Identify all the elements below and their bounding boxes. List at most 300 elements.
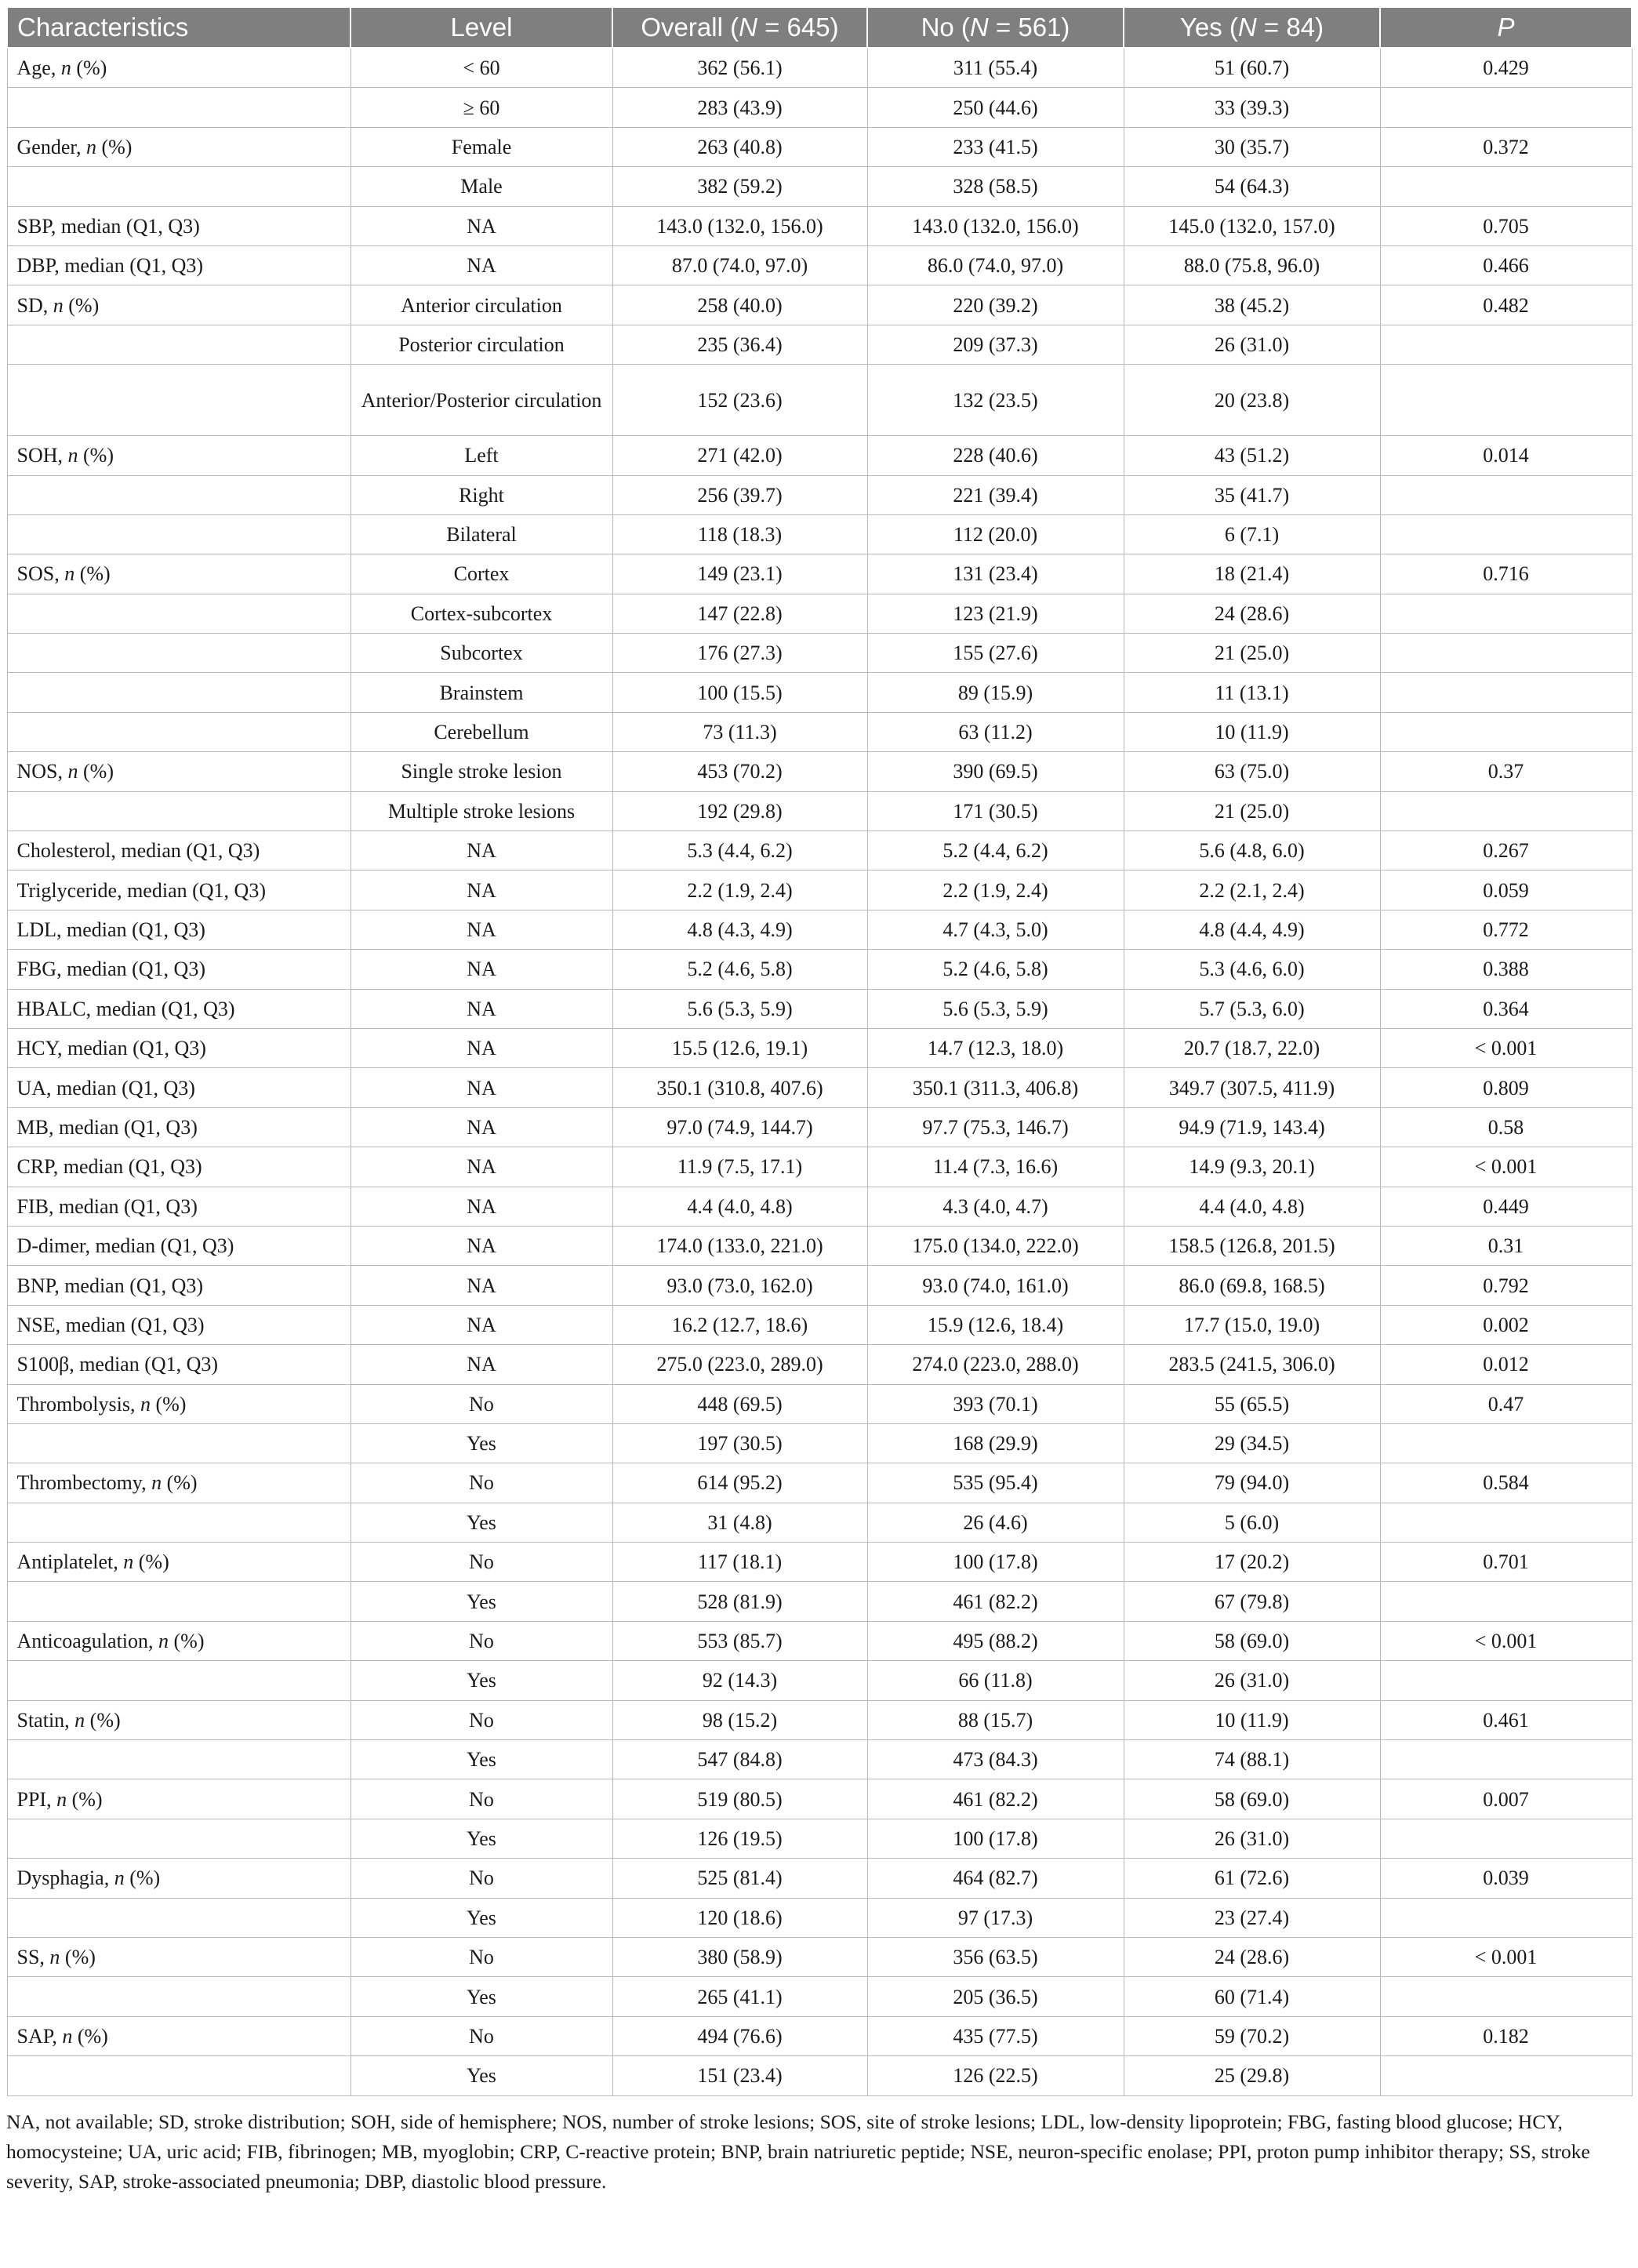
cell-yes: 10 (11.9) [1124, 712, 1380, 751]
cell-level: NA [350, 950, 612, 989]
cell-overall: 2.2 (1.9, 2.4) [612, 870, 867, 910]
cell-p: 0.007 [1380, 1779, 1632, 1819]
cell-yes: 14.9 (9.3, 20.1) [1124, 1147, 1380, 1187]
cell-yes: 17 (20.2) [1124, 1543, 1380, 1582]
cell-no: 168 (29.9) [867, 1423, 1124, 1463]
cell-yes: 10 (11.9) [1124, 1700, 1380, 1739]
cell-level: Right [350, 475, 612, 514]
cell-overall: 380 (58.9) [612, 1937, 867, 1976]
cell-level: Posterior circulation [350, 325, 612, 364]
cell-yes: 67 (79.8) [1124, 1582, 1380, 1621]
cell-no: 464 (82.7) [867, 1859, 1124, 1898]
cell-level: < 60 [350, 48, 612, 88]
cell-overall: 147 (22.8) [612, 594, 867, 633]
header-yes-n: N [1237, 13, 1257, 42]
header-level: Level [350, 7, 612, 48]
cell-yes: 21 (25.0) [1124, 791, 1380, 831]
cell-overall: 519 (80.5) [612, 1779, 867, 1819]
cell-characteristic [7, 1503, 350, 1542]
cell-no: 66 (11.8) [867, 1661, 1124, 1700]
cell-overall: 176 (27.3) [612, 634, 867, 673]
characteristics-table [6, 6, 1633, 2096]
table-row [7, 1779, 1632, 1819]
header-characteristics: Characteristics [7, 7, 350, 48]
cell-yes: 17.7 (15.0, 19.0) [1124, 1305, 1380, 1344]
cell-characteristic [7, 325, 350, 364]
cell-yes: 60 (71.4) [1124, 1977, 1380, 2016]
table-row [7, 1068, 1632, 1107]
cell-no: 5.2 (4.6, 5.8) [867, 950, 1124, 989]
table-row [7, 285, 1632, 325]
cell-level: NA [350, 870, 612, 910]
header-row [7, 7, 1632, 48]
cell-characteristic: CRP, median (Q1, Q3) [7, 1147, 350, 1187]
header-p-label: P [1497, 13, 1515, 42]
cell-yes: 11 (13.1) [1124, 673, 1380, 712]
cell-p [1380, 1898, 1632, 1937]
cell-characteristic: Dysphagia, n (%) [7, 1859, 350, 1898]
cell-level: ≥ 60 [350, 88, 612, 127]
table-row [7, 2016, 1632, 2055]
cell-characteristic [7, 2056, 350, 2095]
cell-level: Male [350, 167, 612, 206]
cell-no: 175.0 (134.0, 222.0) [867, 1226, 1124, 1265]
table-row [7, 88, 1632, 127]
cell-characteristic: Statin, n (%) [7, 1700, 350, 1739]
cell-level: NA [350, 1266, 612, 1305]
cell-no: 100 (17.8) [867, 1543, 1124, 1582]
cell-level: Yes [350, 1423, 612, 1463]
cell-characteristic [7, 167, 350, 206]
cell-overall: 453 (70.2) [612, 752, 867, 791]
cell-level: No [350, 1384, 612, 1423]
cell-characteristic: Antiplatelet, n (%) [7, 1543, 350, 1582]
table-container [6, 6, 1631, 2197]
cell-overall: 15.5 (12.6, 19.1) [612, 1028, 867, 1067]
cell-characteristic: SOH, n (%) [7, 436, 350, 475]
cell-yes: 5 (6.0) [1124, 1503, 1380, 1542]
cell-p [1380, 167, 1632, 206]
cell-p [1380, 88, 1632, 127]
cell-p: 0.809 [1380, 1068, 1632, 1107]
cell-yes: 79 (94.0) [1124, 1463, 1380, 1503]
table-row [7, 1423, 1632, 1463]
cell-overall: 448 (69.5) [612, 1384, 867, 1423]
cell-characteristic: Cholesterol, median (Q1, Q3) [7, 831, 350, 870]
cell-overall: 265 (41.1) [612, 1977, 867, 2016]
table-row [7, 365, 1632, 436]
table-row [7, 791, 1632, 831]
cell-no: 26 (4.6) [867, 1503, 1124, 1542]
cell-p: 0.584 [1380, 1463, 1632, 1503]
header-no-prefix: No ( [921, 13, 970, 42]
cell-no: 15.9 (12.6, 18.4) [867, 1305, 1124, 1344]
cell-characteristic: SBP, median (Q1, Q3) [7, 206, 350, 245]
table-row [7, 1503, 1632, 1542]
table-row [7, 48, 1632, 88]
cell-characteristic: Triglyceride, median (Q1, Q3) [7, 870, 350, 910]
cell-p: 0.182 [1380, 2016, 1632, 2055]
cell-level: Yes [350, 2056, 612, 2095]
cell-no: 2.2 (1.9, 2.4) [867, 870, 1124, 910]
cell-level: NA [350, 831, 612, 870]
cell-no: 495 (88.2) [867, 1621, 1124, 1660]
cell-characteristic [7, 514, 350, 554]
cell-no: 100 (17.8) [867, 1819, 1124, 1858]
cell-no: 356 (63.5) [867, 1937, 1124, 1976]
cell-no: 5.2 (4.4, 6.2) [867, 831, 1124, 870]
table-row [7, 1028, 1632, 1067]
cell-level: No [350, 1621, 612, 1660]
table-row [7, 1621, 1632, 1660]
cell-overall: 614 (95.2) [612, 1463, 867, 1503]
cell-characteristic [7, 673, 350, 712]
cell-p [1380, 1819, 1632, 1858]
cell-characteristic [7, 791, 350, 831]
cell-level: Yes [350, 1582, 612, 1621]
cell-p: 0.059 [1380, 870, 1632, 910]
cell-p [1380, 791, 1632, 831]
cell-p [1380, 1740, 1632, 1779]
cell-overall: 256 (39.7) [612, 475, 867, 514]
table-row [7, 436, 1632, 475]
cell-no: 274.0 (223.0, 288.0) [867, 1345, 1124, 1384]
cell-characteristic: LDL, median (Q1, Q3) [7, 910, 350, 949]
cell-level: Cortex [350, 554, 612, 594]
cell-overall: 525 (81.4) [612, 1859, 867, 1898]
cell-p: 0.701 [1380, 1543, 1632, 1582]
cell-characteristic [7, 1977, 350, 2016]
cell-characteristic: Thrombectomy, n (%) [7, 1463, 350, 1503]
cell-p: < 0.001 [1380, 1147, 1632, 1187]
cell-no: 97.7 (75.3, 146.7) [867, 1107, 1124, 1147]
cell-level: No [350, 1543, 612, 1582]
table-row [7, 245, 1632, 285]
cell-overall: 16.2 (12.7, 18.6) [612, 1305, 867, 1344]
cell-overall: 149 (23.1) [612, 554, 867, 594]
table-row [7, 1661, 1632, 1700]
cell-yes: 26 (31.0) [1124, 1819, 1380, 1858]
cell-no: 461 (82.2) [867, 1582, 1124, 1621]
cell-level: Cerebellum [350, 712, 612, 751]
header-yes [1124, 7, 1380, 48]
cell-characteristic: FIB, median (Q1, Q3) [7, 1187, 350, 1226]
cell-level: NA [350, 1345, 612, 1384]
cell-p: < 0.001 [1380, 1621, 1632, 1660]
table-footnote: NA, not available; SD, stroke distribution; SOH, side of hemisphere; NOS, number of stroke lesions; SOS, site of stroke lesions; LDL, low-density lipoprotein; FBG, fasting blood glucose; HCY, homocysteine; UA, uric acid; FIB, fibrinogen; MB, myoglobin; CRP, C-reactive protein; BNP, brain natriuretic peptide; NSE, neuron-specific enolase; PPI, proton pump inhibitor therapy; SS, stroke severity, SAP, stroke-associated pneumonia; DBP, diastolic blood pressure. [6, 2110, 1590, 2193]
table-body [7, 48, 1632, 2095]
cell-characteristic: D-dimer, median (Q1, Q3) [7, 1226, 350, 1265]
cell-level: Yes [350, 1898, 612, 1937]
cell-overall: 152 (23.6) [612, 365, 867, 436]
cell-level: NA [350, 1107, 612, 1147]
cell-level: Bilateral [350, 514, 612, 554]
cell-no: 328 (58.5) [867, 167, 1124, 206]
cell-level: NA [350, 1226, 612, 1265]
cell-p: 0.31 [1380, 1226, 1632, 1265]
cell-level: No [350, 1463, 612, 1503]
cell-no: 89 (15.9) [867, 673, 1124, 712]
cell-yes: 29 (34.5) [1124, 1423, 1380, 1463]
cell-yes: 88.0 (75.8, 96.0) [1124, 245, 1380, 285]
cell-overall: 275.0 (223.0, 289.0) [612, 1345, 867, 1384]
cell-yes: 43 (51.2) [1124, 436, 1380, 475]
cell-no: 143.0 (132.0, 156.0) [867, 206, 1124, 245]
cell-yes: 4.4 (4.0, 4.8) [1124, 1187, 1380, 1226]
cell-no: 535 (95.4) [867, 1463, 1124, 1503]
cell-yes: 51 (60.7) [1124, 48, 1380, 88]
cell-p: 0.705 [1380, 206, 1632, 245]
cell-p: 0.482 [1380, 285, 1632, 325]
cell-no: 97 (17.3) [867, 1898, 1124, 1937]
cell-characteristic: S100β, median (Q1, Q3) [7, 1345, 350, 1384]
cell-p: 0.012 [1380, 1345, 1632, 1384]
cell-p [1380, 1582, 1632, 1621]
cell-p [1380, 365, 1632, 436]
cell-no: 311 (55.4) [867, 48, 1124, 88]
cell-yes: 26 (31.0) [1124, 325, 1380, 364]
cell-p: 0.014 [1380, 436, 1632, 475]
cell-no: 228 (40.6) [867, 436, 1124, 475]
cell-yes: 283.5 (241.5, 306.0) [1124, 1345, 1380, 1384]
cell-yes: 38 (45.2) [1124, 285, 1380, 325]
cell-characteristic [7, 475, 350, 514]
cell-no: 461 (82.2) [867, 1779, 1124, 1819]
cell-overall: 117 (18.1) [612, 1543, 867, 1582]
cell-characteristic: DBP, median (Q1, Q3) [7, 245, 350, 285]
cell-overall: 92 (14.3) [612, 1661, 867, 1700]
cell-overall: 5.3 (4.4, 6.2) [612, 831, 867, 870]
cell-overall: 126 (19.5) [612, 1819, 867, 1858]
header-no-n: N [969, 13, 989, 42]
header-p [1380, 7, 1632, 48]
cell-overall: 98 (15.2) [612, 1700, 867, 1739]
cell-characteristic [7, 634, 350, 673]
cell-yes: 6 (7.1) [1124, 514, 1380, 554]
header-overall-n: N [739, 13, 757, 42]
cell-characteristic: UA, median (Q1, Q3) [7, 1068, 350, 1107]
table-row [7, 634, 1632, 673]
header-overall-suffix: = 645) [757, 13, 839, 42]
cell-no: 435 (77.5) [867, 2016, 1124, 2055]
cell-overall: 382 (59.2) [612, 167, 867, 206]
cell-yes: 2.2 (2.1, 2.4) [1124, 870, 1380, 910]
table-row [7, 1266, 1632, 1305]
header-overall-prefix: Overall ( [641, 13, 739, 42]
cell-characteristic: SOS, n (%) [7, 554, 350, 594]
table-row [7, 206, 1632, 245]
cell-overall: 120 (18.6) [612, 1898, 867, 1937]
cell-yes: 24 (28.6) [1124, 594, 1380, 633]
cell-no: 155 (27.6) [867, 634, 1124, 673]
cell-p [1380, 1977, 1632, 2016]
cell-level: No [350, 1700, 612, 1739]
table-row [7, 712, 1632, 751]
table-row [7, 127, 1632, 166]
cell-yes: 58 (69.0) [1124, 1621, 1380, 1660]
table-header [7, 7, 1632, 48]
cell-p [1380, 1423, 1632, 1463]
table-row [7, 1463, 1632, 1503]
table-row [7, 673, 1632, 712]
cell-characteristic: Anticoagulation, n (%) [7, 1621, 350, 1660]
cell-yes: 23 (27.4) [1124, 1898, 1380, 1937]
table-row [7, 831, 1632, 870]
cell-level: NA [350, 1068, 612, 1107]
cell-p: 0.466 [1380, 245, 1632, 285]
cell-overall: 528 (81.9) [612, 1582, 867, 1621]
cell-characteristic: PPI, n (%) [7, 1779, 350, 1819]
table-row [7, 1543, 1632, 1582]
cell-p: 0.364 [1380, 989, 1632, 1028]
table-row [7, 1740, 1632, 1779]
cell-no: 209 (37.3) [867, 325, 1124, 364]
cell-overall: 5.6 (5.3, 5.9) [612, 989, 867, 1028]
cell-yes: 20 (23.8) [1124, 365, 1380, 436]
cell-no: 250 (44.6) [867, 88, 1124, 127]
cell-no: 5.6 (5.3, 5.9) [867, 989, 1124, 1028]
cell-yes: 20.7 (18.7, 22.0) [1124, 1028, 1380, 1067]
cell-yes: 24 (28.6) [1124, 1937, 1380, 1976]
cell-characteristic: BNP, median (Q1, Q3) [7, 1266, 350, 1305]
cell-overall: 283 (43.9) [612, 88, 867, 127]
cell-characteristic [7, 365, 350, 436]
cell-characteristic: FBG, median (Q1, Q3) [7, 950, 350, 989]
cell-yes: 5.7 (5.3, 6.0) [1124, 989, 1380, 1028]
cell-overall: 235 (36.4) [612, 325, 867, 364]
cell-p: 0.449 [1380, 1187, 1632, 1226]
cell-overall: 118 (18.3) [612, 514, 867, 554]
cell-p: 0.58 [1380, 1107, 1632, 1147]
cell-no: 88 (15.7) [867, 1700, 1124, 1739]
cell-p [1380, 712, 1632, 751]
cell-level: Multiple stroke lesions [350, 791, 612, 831]
cell-characteristic [7, 1582, 350, 1621]
cell-characteristic: MB, median (Q1, Q3) [7, 1107, 350, 1147]
table-row [7, 1226, 1632, 1265]
table-row [7, 1187, 1632, 1226]
cell-level: NA [350, 989, 612, 1028]
cell-yes: 94.9 (71.9, 143.4) [1124, 1107, 1380, 1147]
cell-p: 0.267 [1380, 831, 1632, 870]
table-row [7, 1898, 1632, 1937]
cell-level: Anterior circulation [350, 285, 612, 325]
cell-characteristic [7, 1423, 350, 1463]
cell-p: 0.372 [1380, 127, 1632, 166]
cell-yes: 349.7 (307.5, 411.9) [1124, 1068, 1380, 1107]
header-overall [612, 7, 867, 48]
cell-yes: 35 (41.7) [1124, 475, 1380, 514]
cell-no: 126 (22.5) [867, 2056, 1124, 2095]
cell-characteristic: Thrombolysis, n (%) [7, 1384, 350, 1423]
cell-no: 390 (69.5) [867, 752, 1124, 791]
cell-no: 205 (36.5) [867, 1977, 1124, 2016]
cell-yes: 4.8 (4.4, 4.9) [1124, 910, 1380, 949]
cell-characteristic [7, 1661, 350, 1700]
cell-level: Anterior/Posterior circulation [350, 365, 612, 436]
table-row [7, 1819, 1632, 1858]
cell-no: 220 (39.2) [867, 285, 1124, 325]
cell-overall: 143.0 (132.0, 156.0) [612, 206, 867, 245]
cell-characteristic: NOS, n (%) [7, 752, 350, 791]
cell-yes: 30 (35.7) [1124, 127, 1380, 166]
header-no-suffix: = 561) [988, 13, 1070, 42]
cell-level: No [350, 1779, 612, 1819]
cell-no: 4.3 (4.0, 4.7) [867, 1187, 1124, 1226]
cell-characteristic: HBALC, median (Q1, Q3) [7, 989, 350, 1028]
cell-p: 0.039 [1380, 1859, 1632, 1898]
cell-characteristic [7, 1898, 350, 1937]
cell-level: No [350, 2016, 612, 2055]
cell-no: 63 (11.2) [867, 712, 1124, 751]
cell-level: Left [350, 436, 612, 475]
table-row [7, 1977, 1632, 2016]
cell-overall: 93.0 (73.0, 162.0) [612, 1266, 867, 1305]
table-row [7, 594, 1632, 633]
cell-overall: 192 (29.8) [612, 791, 867, 831]
cell-yes: 55 (65.5) [1124, 1384, 1380, 1423]
cell-overall: 100 (15.5) [612, 673, 867, 712]
cell-level: No [350, 1859, 612, 1898]
cell-p: 0.716 [1380, 554, 1632, 594]
cell-characteristic [7, 1819, 350, 1858]
cell-p: 0.37 [1380, 752, 1632, 791]
cell-characteristic: SAP, n (%) [7, 2016, 350, 2055]
table-row [7, 1305, 1632, 1344]
cell-p [1380, 514, 1632, 554]
cell-no: 132 (23.5) [867, 365, 1124, 436]
cell-level: Yes [350, 1661, 612, 1700]
cell-no: 123 (21.9) [867, 594, 1124, 633]
cell-yes: 18 (21.4) [1124, 554, 1380, 594]
cell-yes: 21 (25.0) [1124, 634, 1380, 673]
table-row [7, 167, 1632, 206]
cell-no: 93.0 (74.0, 161.0) [867, 1266, 1124, 1305]
table-row [7, 1107, 1632, 1147]
cell-yes: 86.0 (69.8, 168.5) [1124, 1266, 1380, 1305]
cell-p [1380, 475, 1632, 514]
cell-characteristic: NSE, median (Q1, Q3) [7, 1305, 350, 1344]
table-row [7, 1345, 1632, 1384]
cell-overall: 197 (30.5) [612, 1423, 867, 1463]
cell-overall: 271 (42.0) [612, 436, 867, 475]
cell-level: Single stroke lesion [350, 752, 612, 791]
cell-characteristic [7, 712, 350, 751]
cell-level: NA [350, 206, 612, 245]
table-row [7, 752, 1632, 791]
cell-p [1380, 325, 1632, 364]
cell-level: NA [350, 1187, 612, 1226]
table-row [7, 1700, 1632, 1739]
cell-characteristic [7, 1740, 350, 1779]
table-row [7, 475, 1632, 514]
cell-p: < 0.001 [1380, 1028, 1632, 1067]
table-row [7, 2056, 1632, 2095]
cell-overall: 11.9 (7.5, 17.1) [612, 1147, 867, 1187]
table-row [7, 910, 1632, 949]
cell-p [1380, 634, 1632, 673]
cell-overall: 494 (76.6) [612, 2016, 867, 2055]
cell-level: NA [350, 1305, 612, 1344]
cell-overall: 73 (11.3) [612, 712, 867, 751]
cell-characteristic [7, 594, 350, 633]
cell-yes: 25 (29.8) [1124, 2056, 1380, 2095]
table-row [7, 950, 1632, 989]
header-yes-prefix: Yes ( [1179, 13, 1238, 42]
cell-characteristic: Age, n (%) [7, 48, 350, 88]
cell-overall: 174.0 (133.0, 221.0) [612, 1226, 867, 1265]
table-row [7, 514, 1632, 554]
